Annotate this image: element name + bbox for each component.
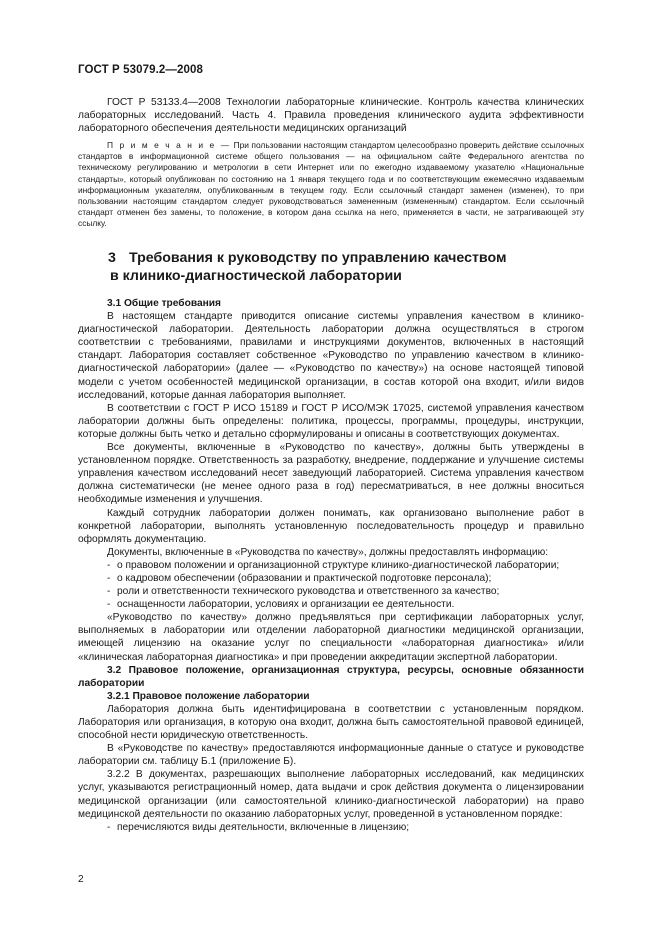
section-title-line1: Требования к руководству по управлению качеством bbox=[129, 250, 507, 266]
section-3-1 bbox=[78, 297, 584, 834]
list-item: - оснащенности лаборатории, условиях и организации ее деятельности. bbox=[107, 599, 455, 611]
subsection-heading-3-2: 3.2 Правовое положение, организационная структура, ресурсы, основные обязанности лаборатории bbox=[78, 664, 584, 689]
paragraph: Лаборатория должна быть идентифицирована в соответствии с установленным порядком. Лаборатория или организация, в которую она входит, должна быть самостоятельной правовой единицей, способной нести юридическую ответственность. bbox=[78, 703, 584, 742]
subsection-heading-3-2-1: 3.2.1 Правовое положение лаборатории bbox=[107, 690, 310, 702]
list-item: - о правовом положении и организационной структуре клинико-диагностической лаборатории; bbox=[107, 559, 560, 571]
note-block bbox=[78, 140, 584, 230]
list-item: - о кадровом обеспечении (образовании и практической подготовке персонала); bbox=[107, 572, 492, 584]
paragraph: 3.2.2 В документах, разрешающих выполнение лабораторных исследований, как медицинских услуг, указываются регистрационный номер, дата выдачи и срок действия документа о лицензировании медицинской организации (или самостоятельной клинико-диагностической лаборатории) на право медицинской деятельности по оказанию лабораторных услуг, проведенной в установленном порядке: bbox=[78, 769, 584, 820]
section-title-line2: в клинико-диагностической лаборатории bbox=[110, 268, 402, 284]
list-item: - перечисляются виды деятельности, включенные в лицензию; bbox=[107, 821, 410, 833]
subsection-heading-3-1: 3.1 Общие требования bbox=[107, 298, 221, 309]
note-paragraph bbox=[78, 140, 584, 230]
paragraph: В настоящем стандарте приводится описание системы управления качеством в клинико-диагностической лаборатории. Деятельность лаборатории должна осуществляться в строгом соответствии с требованиями, правилами и инструкциями документов, включенных в настоящий стандарт. Лаборатория составляет собственное «Руководство по управлению качеством в клинико-диагностической лаборатории» (далее — «Руководство по качеству») на основе настоящей типовой модели с учетом особенностей медицинской организации, в состав которой она входит, и/или видов исследований, которые данная лаборатория выполняет. bbox=[78, 311, 584, 401]
list-item: - роли и ответственности технического руководства и ответственного за качество; bbox=[107, 586, 500, 598]
paragraph: В соответствии с ГОСТ Р ИСО 15189 и ГОСТ Р ИСО/МЭК 17025, системой управления качеством лаборатории должны быть определены: политика, процессы, программы, процедуры, инструкции, которые должны быть четко и детально сформулированы и описаны в соответствующих документах. bbox=[78, 402, 584, 440]
paragraph: «Руководство по качеству» должно предъявляться при сертификации лабораторных услуг, выполняемых в лаборатории или отделении лабораторной диагностики медицинской организации, имеющей лицензию на оказание услуг по специальности «лабораторная диагностика» и/или «клиническая лабораторная диагностика» и при проведении аккредитации экспертной лаборатории. bbox=[78, 612, 584, 663]
section-title bbox=[108, 249, 506, 285]
note-label: П р и м е ч а н и е — bbox=[107, 140, 232, 150]
note-text: При пользовании настоящим стандартом целесообразно проверить действие ссылочных стандартов в информационной системе общего пользования — на официальном сайте Федерального агентства по техническому регулированию и метрологии в сети Интернет или по ежегодно издаваемому указателю «Национальные стандарты», который опубликован по состоянию на 1 января текущего года и по соответствующим ежемесячно издаваемым информационным указателям, опубликованным в текущем году. Если ссылочный стандарт заменен (изменен), то при пользовании настоящим стандартом следует руководствоваться замененным (измененным) стандартом. Если ссылочный стандарт отменен без замены, то положение, в котором дана ссылка на него, применяется в части, не затрагивающей эту ссылку. bbox=[78, 140, 585, 229]
section-number: 3 bbox=[108, 250, 116, 266]
paragraph: Документы, включенные в «Руководства по качеству», должны предоставлять информацию: bbox=[107, 546, 549, 558]
paragraph: Все документы, включенные в «Руководство по качеству», должны быть утверждены в установленном порядке. Ответственность за разработку, внедрение, поддержание и улучшение системы управления качеством исследований несет заведующий лабораторией. Система управления качеством должна систематически (не менее одного раза в год) пересматриваться, в нее должны вноситься необходимые изменения и улучшения. bbox=[78, 442, 584, 506]
paragraph: Каждый сотрудник лаборатории должен понимать, как организовано выполнение работ в конкретной лаборатории, выполнять установленную последовательность процедур и правильно оформлять документацию. bbox=[78, 507, 584, 545]
document-header: ГОСТ Р 53079.2—2008 bbox=[78, 64, 203, 76]
page-number: 2 bbox=[78, 874, 84, 885]
paragraph: В «Руководстве по качеству» предоставляются информационные данные о статусе и руководстве лаборатории см. таблицу Б.1 (приложение Б). bbox=[78, 743, 584, 768]
reference-text: ГОСТ Р 53133.4—2008 Технологии лабораторные клинические. Контроль качества клинических лабораторных исследований. Часть 4. Правила проведения клинического аудита эффективности лабораторного обеспечения деятельности медицинских организаций bbox=[78, 97, 584, 135]
reference-entry bbox=[78, 96, 584, 135]
